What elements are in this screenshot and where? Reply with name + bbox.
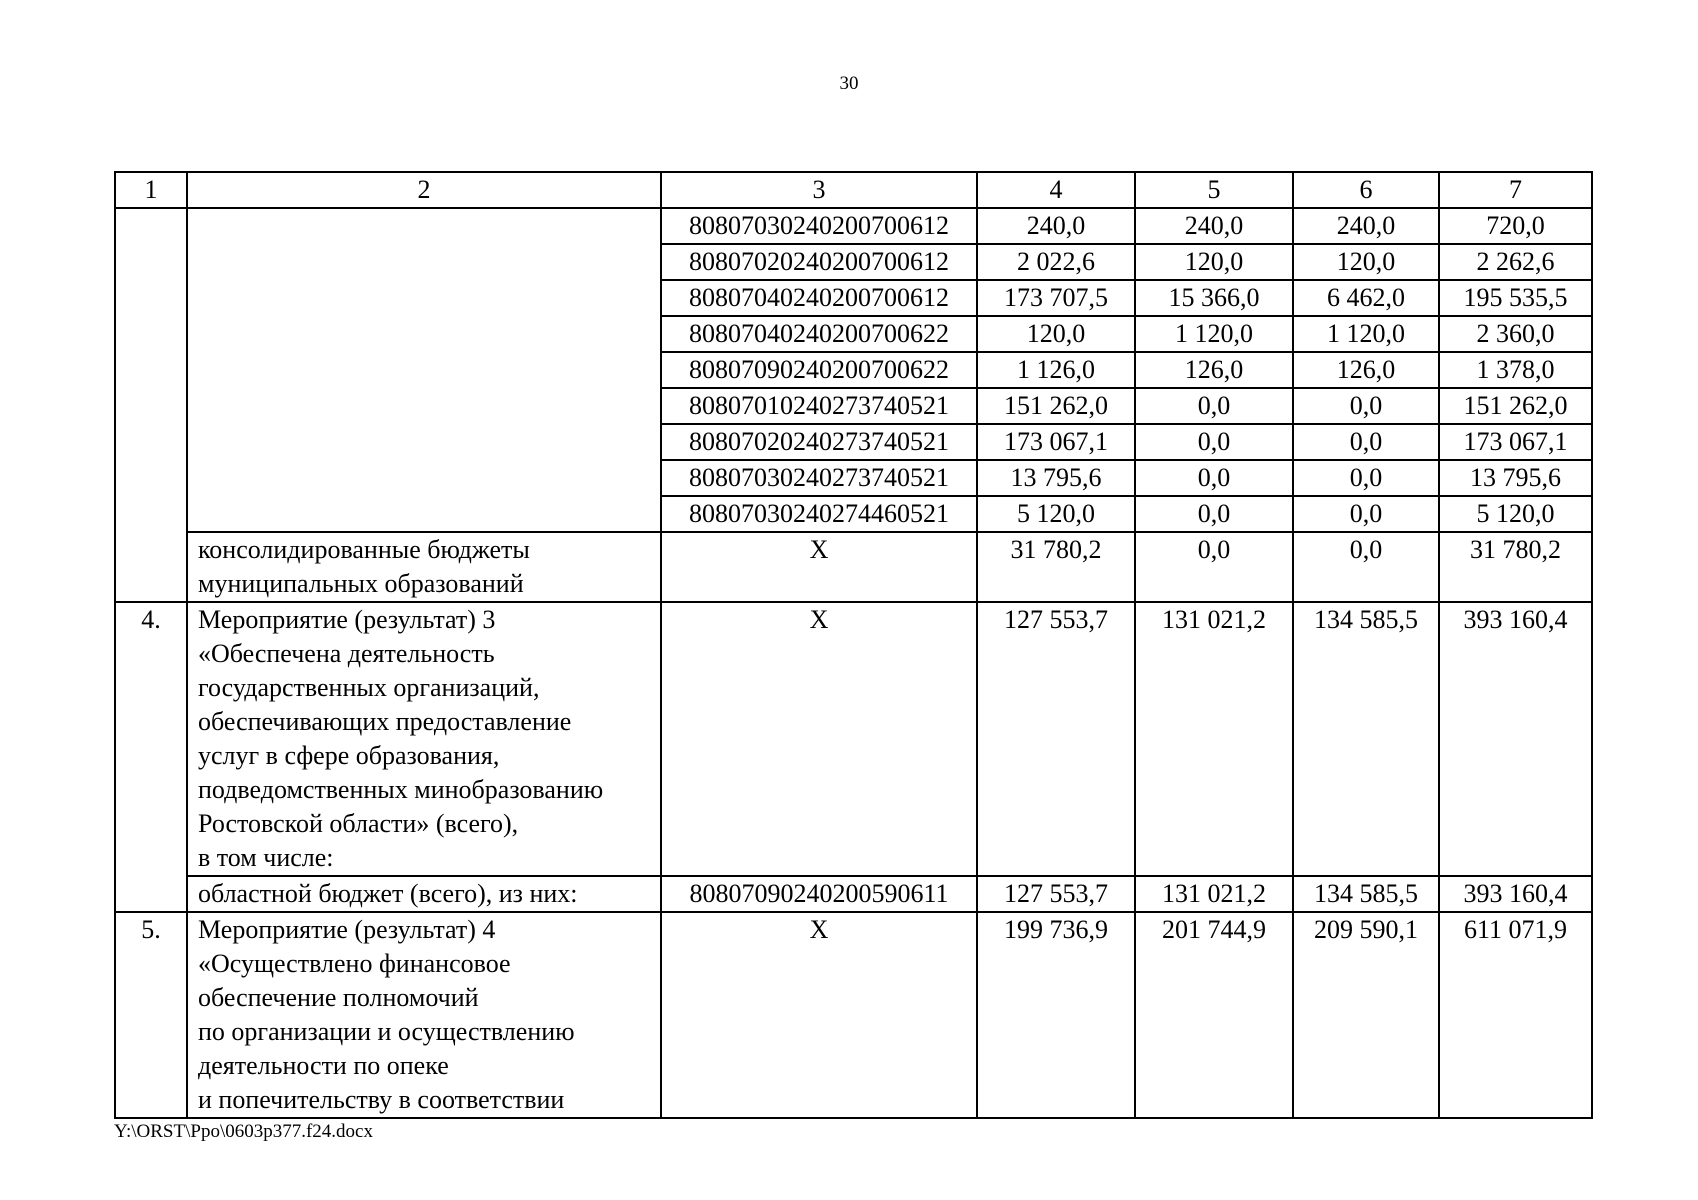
description-line: муниципальных образований	[198, 569, 524, 598]
header-cell-5: 5	[1135, 172, 1293, 208]
item-5-row	[115, 912, 1592, 1118]
regional-budget-description: областной бюджет (всего), из них:	[187, 876, 661, 912]
code-cell: 80807010240273740521	[661, 388, 977, 424]
consolidated-row	[115, 532, 1592, 602]
description-line: государственных организаций,	[198, 673, 540, 702]
budget-table	[114, 171, 1593, 1119]
header-cell-4: 4	[977, 172, 1135, 208]
value-cell-5: 0,0	[1135, 424, 1293, 460]
value-cell-4: 13 795,6	[977, 460, 1135, 496]
header-cell-7: 7	[1439, 172, 1592, 208]
value-cell-7: 393 160,4	[1439, 602, 1592, 876]
value-cell-7: 720,0	[1439, 208, 1592, 244]
value-cell-4: 31 780,2	[977, 532, 1135, 602]
value-cell-7: 195 535,5	[1439, 280, 1592, 316]
description-line: деятельности по опеке	[198, 1051, 449, 1080]
value-cell-4: 151 262,0	[977, 388, 1135, 424]
description-line: консолидированные бюджеты	[198, 535, 530, 564]
code-cell: 80807030240274460521	[661, 496, 977, 532]
consolidated-description	[187, 532, 661, 602]
value-cell-6: 240,0	[1293, 208, 1439, 244]
code-cell: 80807020240200700612	[661, 244, 977, 280]
value-cell-4: 120,0	[977, 316, 1135, 352]
description-line: подведомственных минобразованию	[198, 775, 604, 804]
value-cell-5: 120,0	[1135, 244, 1293, 280]
value-cell-4: 173 067,1	[977, 424, 1135, 460]
value-cell-7: 393 160,4	[1439, 876, 1592, 912]
description-line: услуг в сфере образования,	[198, 741, 500, 770]
value-cell-5: 1 120,0	[1135, 316, 1293, 352]
value-cell-6: 0,0	[1293, 424, 1439, 460]
value-cell-5: 0,0	[1135, 388, 1293, 424]
value-cell-5: 131 021,2	[1135, 876, 1293, 912]
code-cell: 80807090240200590611	[661, 876, 977, 912]
value-cell-5: 0,0	[1135, 496, 1293, 532]
value-cell-7: 2 262,6	[1439, 244, 1592, 280]
value-cell-7: 173 067,1	[1439, 424, 1592, 460]
value-cell-6: 134 585,5	[1293, 876, 1439, 912]
value-cell-6: 0,0	[1293, 532, 1439, 602]
item-4-regional-row	[115, 876, 1592, 912]
value-cell-6: 0,0	[1293, 388, 1439, 424]
number-cell-empty	[115, 208, 187, 602]
value-cell-7: 611 071,9	[1439, 912, 1592, 1118]
description-line: обеспечение полномочий	[198, 983, 479, 1012]
code-cell: 80807040240200700612	[661, 280, 977, 316]
value-cell-7: 1 378,0	[1439, 352, 1592, 388]
value-cell-6: 126,0	[1293, 352, 1439, 388]
code-cell: 80807020240273740521	[661, 424, 977, 460]
description-line: в том числе:	[198, 843, 334, 872]
code-cell: 80807040240200700622	[661, 316, 977, 352]
description-line: Ростовской области» (всего),	[198, 809, 519, 838]
value-cell-4: 173 707,5	[977, 280, 1135, 316]
value-cell-7: 31 780,2	[1439, 532, 1592, 602]
code-cell: X	[661, 532, 977, 602]
description-line: «Обеспечена деятельность	[198, 639, 495, 668]
value-cell-5: 131 021,2	[1135, 602, 1293, 876]
description-line: Мероприятие (результат) 4	[198, 915, 496, 944]
description-line: и попечительству в соответствии	[198, 1085, 565, 1114]
table-row	[115, 208, 1592, 244]
value-cell-7: 151 262,0	[1439, 388, 1592, 424]
description-line: Мероприятие (результат) 3	[198, 605, 496, 634]
value-cell-5: 15 366,0	[1135, 280, 1293, 316]
item-4-row	[115, 602, 1592, 876]
header-cell-2: 2	[187, 172, 661, 208]
value-cell-6: 0,0	[1293, 496, 1439, 532]
value-cell-5: 201 744,9	[1135, 912, 1293, 1118]
code-cell: X	[661, 912, 977, 1118]
header-cell-6: 6	[1293, 172, 1439, 208]
description-line: по организации и осуществлению	[198, 1017, 575, 1046]
code-cell: X	[661, 602, 977, 876]
value-cell-5: 0,0	[1135, 532, 1293, 602]
value-cell-7: 5 120,0	[1439, 496, 1592, 532]
page-number: 30	[839, 73, 859, 94]
value-cell-4: 5 120,0	[977, 496, 1135, 532]
description-line: обеспечивающих предоставление	[198, 707, 572, 736]
value-cell-6: 1 120,0	[1293, 316, 1439, 352]
code-cell: 80807030240200700612	[661, 208, 977, 244]
row-number: 5.	[115, 912, 187, 1118]
item-4-description	[187, 602, 661, 876]
code-cell: 80807090240200700622	[661, 352, 977, 388]
code-cell: 80807030240273740521	[661, 460, 977, 496]
value-cell-6: 0,0	[1293, 460, 1439, 496]
value-cell-4: 1 126,0	[977, 352, 1135, 388]
header-row	[115, 172, 1592, 208]
value-cell-4: 127 553,7	[977, 602, 1135, 876]
value-cell-5: 0,0	[1135, 460, 1293, 496]
description-cell-empty	[187, 208, 661, 532]
value-cell-7: 13 795,6	[1439, 460, 1592, 496]
value-cell-6: 6 462,0	[1293, 280, 1439, 316]
header-cell-1: 1	[115, 172, 187, 208]
file-path-footer: Y:\ORST\Ppo\0603p377.f24.docx	[114, 1121, 373, 1142]
row-number: 4.	[115, 602, 187, 912]
value-cell-6: 209 590,1	[1293, 912, 1439, 1118]
value-cell-4: 199 736,9	[977, 912, 1135, 1118]
value-cell-6: 120,0	[1293, 244, 1439, 280]
description-line: «Осуществлено финансовое	[198, 949, 511, 978]
value-cell-5: 240,0	[1135, 208, 1293, 244]
value-cell-4: 2 022,6	[977, 244, 1135, 280]
item-5-description	[187, 912, 661, 1118]
value-cell-4: 240,0	[977, 208, 1135, 244]
value-cell-6: 134 585,5	[1293, 602, 1439, 876]
header-cell-3: 3	[661, 172, 977, 208]
value-cell-4: 127 553,7	[977, 876, 1135, 912]
value-cell-7: 2 360,0	[1439, 316, 1592, 352]
value-cell-5: 126,0	[1135, 352, 1293, 388]
